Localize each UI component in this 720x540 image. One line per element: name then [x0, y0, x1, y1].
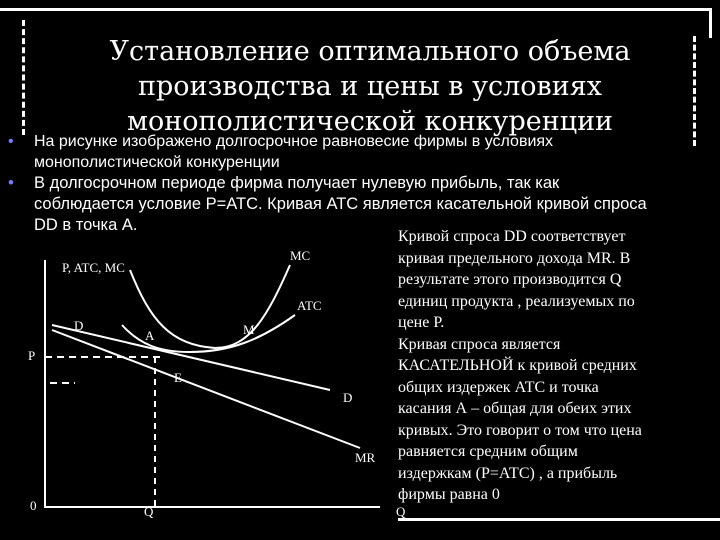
- explanation-line: цене Р.: [398, 314, 445, 331]
- title-line-2: производства и цены в условиях: [138, 71, 602, 102]
- frame-right-dash: [693, 36, 696, 146]
- equilibrium-diagram: [0, 240, 406, 540]
- bullet-list: [8, 131, 708, 236]
- point-e-label: E: [174, 370, 182, 385]
- explanation-text: [398, 226, 718, 506]
- slide-title: [70, 34, 670, 139]
- bullet-line: соблюдается условие P=ATC. Кривая ATC является касательной кривой спроса: [34, 195, 647, 213]
- point-a-label: A: [145, 328, 155, 343]
- quantity-right-label: Q: [396, 504, 406, 519]
- bullet-dot-icon: •: [8, 174, 14, 192]
- explanation-line: кривая предельного дохода MR. В: [398, 249, 631, 267]
- explanation-line: равняется средним общим: [398, 443, 578, 460]
- mc-label: MC: [290, 248, 311, 263]
- bullet-line: В долгосрочном периоде фирма получает нулевую прибыль, так как: [34, 174, 560, 192]
- explanation-line: касания А – общая для обеих этих: [398, 400, 632, 417]
- y-axis-label: P, ATC, MC: [62, 260, 125, 275]
- bullet-line: На рисунке изображено долгосрочное равновесие фирмы в условиях: [34, 133, 554, 150]
- frame-top-line: [0, 8, 712, 11]
- bullet-item: [8, 131, 708, 173]
- explanation-line: результате этого производится Q: [398, 271, 622, 288]
- point-m-label: M: [243, 322, 255, 337]
- frame-bottom-line: [398, 518, 720, 521]
- mr-label: MR: [355, 450, 376, 465]
- demand-right-label: D: [343, 390, 353, 405]
- explanation-line: кривых. Это говорит о том что цена: [398, 421, 642, 439]
- origin-label: 0: [30, 498, 37, 513]
- atc-label: ATC: [297, 298, 322, 313]
- title-line-1: Установление оптимального объема: [109, 36, 631, 67]
- explanation-line: КАСАТЕЛЬНОЙ к кривой средних: [398, 357, 637, 374]
- price-label: P: [28, 348, 36, 363]
- explanation-line: общих издержек АТС и точка: [398, 378, 599, 396]
- explanation-line: фирмы равна 0: [398, 486, 500, 503]
- frame-right-line: [709, 8, 712, 38]
- explanation-line: Кривой спроса DD соответствует: [398, 228, 626, 245]
- explanation-line: единиц продукта , реализуемых по: [398, 292, 635, 310]
- bullet-dot-icon: •: [8, 133, 14, 150]
- explanation-line: Кривая спроса является: [398, 335, 561, 353]
- quantity-axis-label: Q: [144, 504, 154, 519]
- frame-left-dash: [22, 20, 25, 135]
- title-line-3: монополистической конкуренции: [126, 106, 614, 137]
- explanation-line: издержкам (Р=АТС) , а прибыль: [398, 464, 618, 482]
- bullet-line: монополистической конкуренции: [34, 154, 280, 171]
- demand-left-label: D: [74, 318, 84, 333]
- bullet-line: DD в точка А.: [34, 216, 138, 234]
